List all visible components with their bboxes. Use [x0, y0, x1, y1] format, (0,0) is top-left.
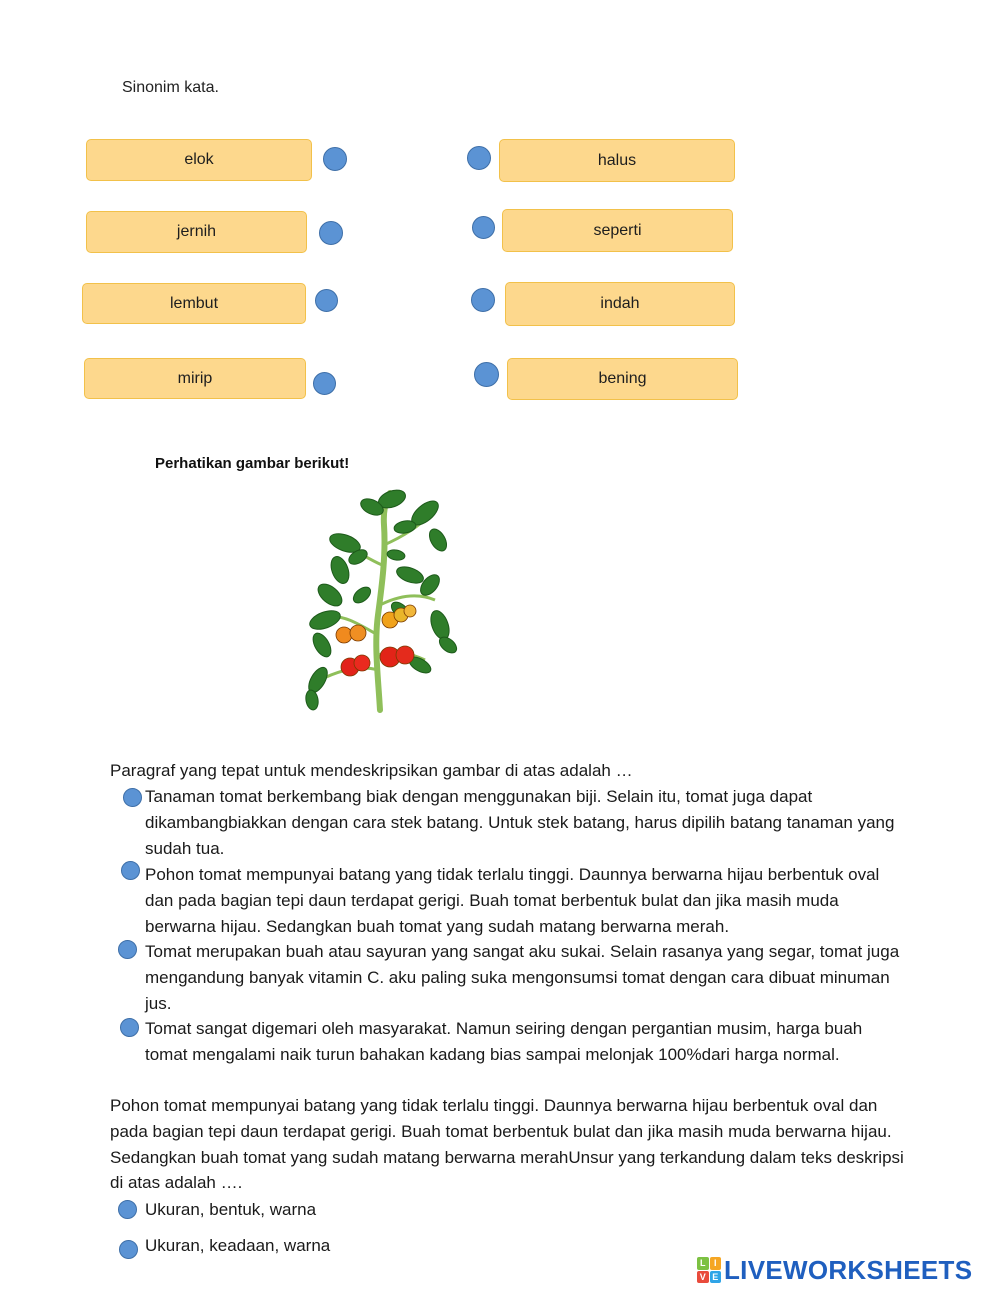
section-heading-synonyms: Sinonim kata. — [122, 79, 219, 96]
match-right-dot-3[interactable] — [471, 288, 495, 312]
q1-option-a-radio[interactable] — [123, 788, 142, 807]
q1-option-a-line: dikambangbiakkan dengan cara stek batang. Untuk stek batang, harus dipilih batang tanaman yang — [145, 812, 895, 832]
match-right-halus[interactable]: halus — [499, 139, 735, 182]
q1-option-b[interactable] — [145, 862, 945, 939]
q2-option-a-radio[interactable] — [118, 1200, 137, 1219]
logo-badge-letter: L — [697, 1257, 709, 1270]
passage-line: Pohon tomat mempunyai batang yang tidak terlalu tinggi. Daunnya berwarna hijau berbentuk oval dan — [110, 1096, 878, 1115]
q1-option-d[interactable] — [145, 1016, 945, 1068]
logo-badge-letter: V — [697, 1271, 709, 1284]
match-left-dot-3[interactable] — [315, 289, 338, 312]
q1-option-c-line: mengandung banyak vitamin C. aku paling suka mengonsumsi tomat dengan cara dibuat minuman — [145, 967, 890, 987]
q2-option-b-radio[interactable] — [119, 1240, 138, 1259]
match-right-dot-4[interactable] — [474, 362, 499, 387]
q2-option-a[interactable]: Ukuran, bentuk, warna — [145, 1200, 317, 1219]
q1-option-b-line: Pohon tomat mempunyai batang yang tidak terlalu tinggi. Daunnya berwarna hijau berbentuk oval — [145, 865, 880, 884]
question-2-passage — [110, 1093, 960, 1196]
q1-option-b-radio[interactable] — [121, 861, 140, 880]
logo-text: LIVEWORKSHEETS — [724, 1254, 973, 1285]
q1-option-b-line: dan pada bagian tepi daun terdapat gerigi. Buah tomat berbentuk bulat dan jika masih muda — [145, 890, 839, 910]
passage-line: Sedangkan buah tomat yang sudah matang berwarna merahUnsur yang terkandung dalam teks deskripsi — [110, 1147, 904, 1167]
q1-option-a-line: Tanaman tomat berkembang biak dengan menggunakan biji. Selain itu, tomat juga dapat — [145, 787, 813, 806]
q1-option-b-line: berwarna hijau. Sedangkan buah tomat yang sudah matang berwarna merah. — [145, 916, 730, 936]
q1-option-d-line: Tomat sangat digemari oleh masyarakat. Namun seiring dengan pergantian musim, harga buah — [145, 1019, 863, 1038]
logo-badge-letter: I — [710, 1257, 722, 1270]
question-1-prompt: Paragraf yang tepat untuk mendeskripsikan gambar di atas adalah … — [110, 761, 633, 780]
tomato-plant-illustration — [300, 485, 460, 725]
match-left-elok[interactable]: elok — [86, 139, 312, 181]
q1-option-c-line: jus. — [145, 993, 172, 1013]
match-right-bening[interactable]: bening — [507, 358, 738, 400]
passage-line: di atas adalah …. — [110, 1173, 243, 1193]
passage-line: pada bagian tepi daun terdapat gerigi. Buah tomat berbentuk bulat dan jika masih muda berwarna hijau. — [110, 1121, 892, 1141]
q1-option-c-line: Tomat merupakan buah atau sayuran yang sangat aku sukai. Selain rasanya yang segar, tomat juga — [145, 942, 900, 961]
match-left-dot-4[interactable] — [313, 372, 336, 395]
match-right-dot-2[interactable] — [472, 216, 495, 239]
match-left-dot-1[interactable] — [323, 147, 347, 171]
match-right-dot-1[interactable] — [467, 146, 491, 170]
section-heading-image: Perhatikan gambar berikut! — [155, 455, 350, 472]
q1-option-c[interactable] — [145, 939, 945, 1016]
q2-option-b[interactable]: Ukuran, keadaan, warna — [145, 1236, 331, 1255]
match-left-lembut[interactable]: lembut — [82, 283, 306, 324]
logo-badge-icon — [697, 1257, 721, 1283]
logo-badge-letter: E — [710, 1271, 722, 1284]
match-right-indah[interactable]: indah — [505, 282, 735, 326]
q1-option-d-radio[interactable] — [120, 1018, 139, 1037]
q1-option-a[interactable] — [145, 784, 945, 861]
liveworksheets-logo — [697, 1256, 972, 1284]
match-left-jernih[interactable]: jernih — [86, 211, 307, 253]
q1-option-c-radio[interactable] — [118, 940, 137, 959]
q1-option-d-line: tomat mengalami naik turun bahakan kadang bias sampai melonjak 100%dari harga normal. — [145, 1044, 840, 1064]
match-left-dot-2[interactable] — [319, 221, 343, 245]
match-left-mirip[interactable]: mirip — [84, 358, 306, 399]
match-right-seperti[interactable]: seperti — [502, 209, 733, 252]
q1-option-a-line: sudah tua. — [145, 838, 225, 858]
